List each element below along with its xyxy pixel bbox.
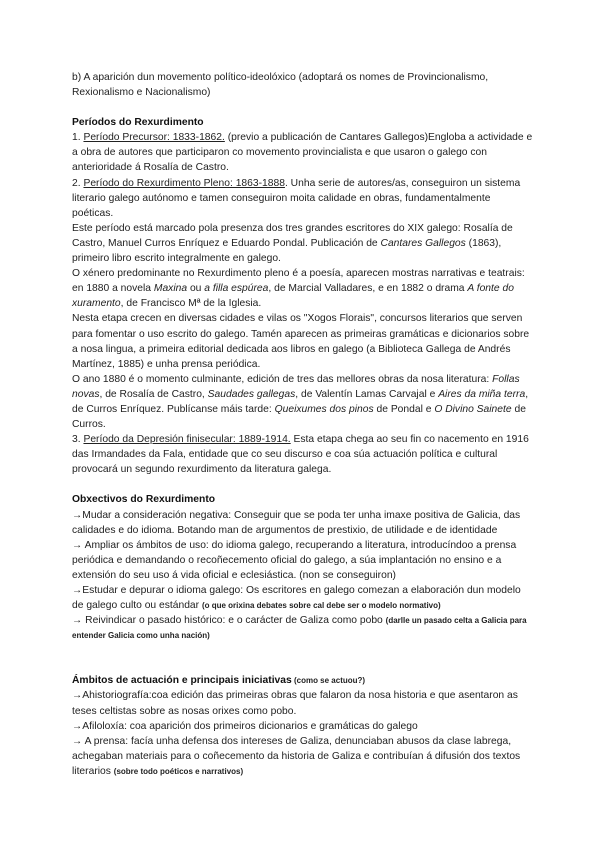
year-text-4: , de Curros Enríquez. Publícanse máis tarde: [72,388,529,415]
objectives-heading: Obxectivos do Rexurdimento [72,494,216,506]
period-1-number: 1. [72,132,84,144]
genre-text-4: , de Francisco Mª de la Iglesia. [120,298,262,310]
area-item: →Ahistoriografía:coa edición das primeiras obras que falaron da nosa historia e que asentaron as teses celtistas sobre as nosas orixes como pobo. [72,690,518,717]
objective-note: (darlle un pasado celta a Galicia para entender Galicia como unha nación) [72,616,527,641]
areas-heading-line [72,673,534,688]
period-3-text: Esta etapa chega ao seu fin co nacemento en 1916 das Irmandades da Fala, entidade que co seu discurso e coa súa actuación política e cultural provocará un segundo rexurdimento da literatura galega. [72,434,529,476]
period-1-text: (previo a publicación de Cantares Gallegos)Engloba a actividade e a obra de autores que participaron co movemento provincialista e que usaron o galego con anterioridade á Rosalía de Castro. [72,132,533,174]
xogos-paragraph: Nesta etapa crecen en diversas cidades e vilas os "Xogos Florais", concursos literarios que serven para fomentar o uso escrito do galego. Tamén aparecen as primeiras gramáticas e dicionarios sobre a nosa lingua, a primeira editorial dedicada aos libros en galego (a Biblioteca Gallega de Andrés Martínez, 1885) e unha prensa periódica. [72,313,530,370]
objective-text: →Estudar e depurar o idioma galego: Os escritores en galego comezan a elaboración dun modelo de galego culto ou estándar [72,585,521,612]
document-page [72,70,534,779]
areas-heading-note: (como se actuou?) [291,676,366,686]
work-title-queixumes: Queixumes dos pinos [274,403,374,415]
year-text-6: de Curros. [72,403,526,431]
areas-heading: Ámbitos de actuación e principais iniciativas [72,675,292,687]
work-title-follas: Follas novas [72,373,520,400]
area-text: → A prensa: facía unha defensa dos intereses de Galiza, denunciaban abusos da clase labrega, achegaban materiais para o coñecemento da historia de Galiza e contribuían á difusión dos textos literarios [72,735,521,777]
writers-text-1: Este período está marcado pola presenza dos tres grandes escritores do XIX galego: Rosalía de Castro, Manuel Curros Enríquez e Eduardo Pondal. Publicación de [72,222,513,249]
period-2-text: . Unha serie de autores/as, conseguiron un sistema literario galego autónomo e tamen conseguiron moita calidade en obras, fundamentalmente poéticas. [72,177,521,219]
work-title-sainete: O Divino Sainete [434,403,512,415]
area-item: →Afiloloxía: coa aparición dos primeiros dicionarios e gramáticas do galego [72,720,418,732]
area-item [72,734,534,779]
genre-text-3: , de Marcial Valladares, e en 1882 o drama [268,283,468,295]
period-3-number: 3. [72,434,84,446]
work-title-aires: Aires da miña terra [438,388,526,400]
period-3-title: Período da Depresión finisecular: 1889-1914. [83,434,291,446]
objective-item: →Mudar a consideración negativa: Conseguir que se poda ter unha imaxe positiva de Galicia, das calidades e do idioma. Botando man de argumentos de prestixio, de utilidade e de identidade [72,509,521,536]
year-text-1: O ano 1880 é o momento culminante, edición de tres das mellores obras da nosa literatura: [72,373,493,385]
year-1880-paragraph [72,372,534,432]
year-text-2: , de Rosalía de Castro, [99,388,208,400]
year-text-5: de Pondal e [373,403,435,415]
objective-item [72,583,534,613]
period-2-number: 2. [72,177,84,189]
area-note: (sobre todo poéticos e narrativos) [113,766,244,776]
writers-paragraph [72,221,534,266]
genre-paragraph [72,266,534,311]
period-3-paragraph [72,432,534,477]
intro-paragraph: b) A aparición dun movemento político-ideolóxico (adoptará os nomes de Provincionalismo, Rexionalismo e Nacionalismo) [72,72,489,99]
work-title-maxina: Maxina [153,283,188,295]
objective-text: → Reivindicar o pasado histórico: e o carácter de Galiza como pobo [72,615,386,627]
year-text-3: , de Valentín Lamas Carvajal e [295,388,439,400]
writers-text-2: (1863), primeiro libro escrito integralmente en galego. [72,237,502,265]
objective-item [72,613,534,643]
objective-item: → Ampliar os ámbitos de uso: do idioma galego, recuperando a literatura, introducíndoo a prensa periódica e demandando o recoñecemento oficial do galego, a súa implantación no ensino e a extensión do seu uso á vida oficial e eclesiástica. (non se conseguiron) [72,539,517,581]
work-title-filla: a filla espúrea [204,283,269,295]
genre-text-1: O xénero predominante no Rexurdimento pleno é a poesía, aparecen mostras narrativas e teatrais: en 1880 a novela [72,268,525,295]
work-title-cantares: Cantares Gallegos [380,237,466,249]
period-1-paragraph [72,130,534,175]
period-2-title: Período do Rexurdimento Pleno: 1863-1888 [83,177,285,189]
work-title-fonte: A fonte do xuramento [72,283,514,310]
work-title-saudades: Saudades gallegas [207,388,296,400]
genre-text-2: ou [187,283,205,295]
period-2-paragraph [72,176,534,221]
objective-note: (o que orixina debates sobre cal debe ser o modelo normativo) [201,601,441,611]
periods-heading: Períodos do Rexurdimento [72,117,204,129]
period-1-title: Período Precursor: 1833-1862. [83,132,225,144]
